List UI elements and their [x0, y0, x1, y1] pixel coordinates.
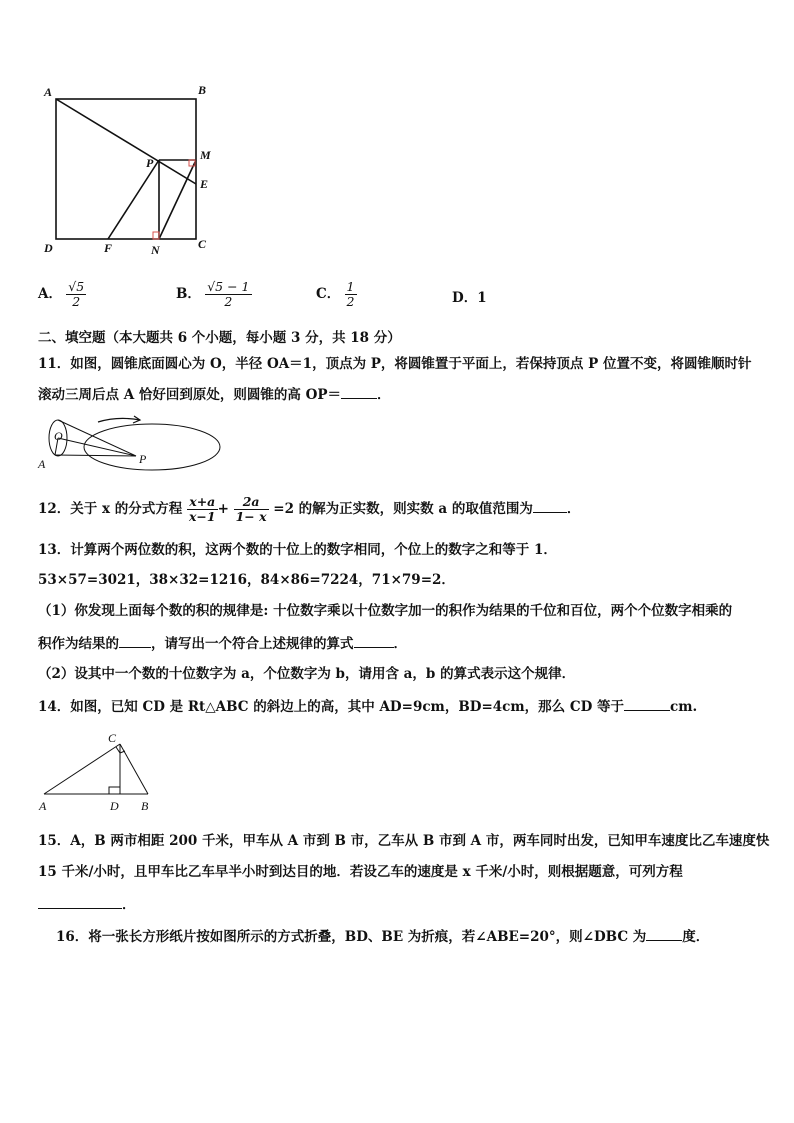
label-d: D — [110, 799, 119, 813]
label-m: M — [200, 148, 211, 162]
label-b: B — [198, 83, 207, 97]
option-c: C． $\frac{1}{2}$ — [316, 279, 355, 309]
cone-figure — [36, 412, 236, 476]
q12-fraction-1: $\frac{x+a}{x-1}$ — [188, 494, 216, 524]
q13-line3: （1）你发现上面每个数的积的规律是: 十位数字乘以十位数字加一的积作为结果的千位和百位，两个个位数字相乘的 — [38, 603, 733, 619]
q12-fraction-2: $\frac{2a}{1- x}$ — [235, 494, 267, 524]
label-a: A — [39, 799, 47, 813]
q15-line1: 15．A，B 两市相距 200 千米，甲车从 A 市到 B 市，乙车从 B 市到 A 市，两车同时出发，已知甲车速度比乙车速度快 — [38, 833, 770, 849]
line-ae — [56, 99, 196, 184]
q13-blank-1 — [119, 634, 151, 648]
q15-answer-blank — [38, 895, 122, 909]
q11-line2: 滚动三周后点 A 恰好回到原处，则圆锥的高 OP＝ ． — [38, 387, 391, 403]
option-a: A． $\frac{√5}{2}$ — [38, 279, 85, 309]
q13-line4: 积作为结果的 ，请写出一个符合上述规律的算式 ． — [38, 636, 407, 652]
line-fp — [108, 160, 159, 239]
q14-line: 14．如图，已知 CD 是 Rt△ABC 的斜边上的高，其中 AD=9cm，BD=4cm，那么 CD 等于 cm. — [38, 699, 698, 715]
label-c: C — [108, 731, 117, 745]
q12-line: 12．关于 x 的分式方程 $\frac{x+a}{x-1}$ + $\frac{2a}{1- x}$ =2 的解为正实数，则实数 a 的取值范围为 ． — [38, 494, 581, 524]
square-figure — [36, 80, 226, 260]
q12-answer-blank — [533, 499, 567, 513]
label-a: A — [38, 457, 46, 471]
cone-edge-top — [58, 420, 136, 456]
option-b: B． $\frac{√5 - 1}{2}$ — [176, 279, 250, 309]
cone-edge-bottom — [55, 455, 136, 456]
q13-line2: 53×57=3021，38×32=1216，84×86=7224，71×79=2． — [38, 572, 455, 588]
label-b: B — [141, 799, 149, 813]
square-abcd — [56, 99, 196, 239]
label-o: O — [54, 429, 63, 443]
label-p: P — [139, 452, 147, 466]
q15-line3: ． — [38, 895, 136, 914]
right-angle-mark-d — [109, 787, 120, 794]
label-d: D — [44, 241, 53, 255]
label-f: F — [104, 241, 113, 255]
rotation-arrow — [98, 418, 140, 422]
q16-line: 16．将一张长方形纸片按如图所示的方式折叠，BD、BE 为折痕，若∠ABE=20°，则∠DBC 为 度． — [56, 929, 710, 945]
label-c: C — [198, 237, 207, 251]
label-e: E — [200, 177, 209, 191]
q11-line1: 11．如图，圆锥底面圆心为 O，半径 OA＝1，顶点为 P，将圆锥置于平面上，若保持顶点 P 位置不变，将圆锥顺时针 — [38, 356, 752, 372]
label-n: N — [151, 243, 160, 257]
q13-blank-2 — [354, 634, 394, 648]
q16-answer-blank — [646, 927, 682, 941]
section-title: 二、填空题（本大题共 6 个小题，每小题 3 分，共 18 分） — [38, 330, 401, 346]
label-p: P — [146, 156, 154, 170]
right-triangle-figure — [36, 730, 166, 816]
cone-axis-op — [58, 438, 136, 456]
label-a: A — [44, 85, 53, 99]
option-d: D．1 — [452, 290, 487, 306]
q11-answer-blank — [341, 385, 377, 399]
q15-line2: 15 千米/小时，且甲车比乙车早半小时到达目的地．若设乙车的速度是 x 千米/小时，则根据题意，可列方程 — [38, 864, 683, 880]
right-angle-mark-n — [153, 232, 159, 239]
q13-line5: （2）设其中一个数的十位数字为 a，个位数字为 b，请用含 a，b 的算式表示这个规律． — [38, 666, 576, 682]
q14-answer-blank — [624, 697, 670, 711]
rolling-path-ellipse — [84, 424, 220, 470]
q13-line1: 13．计算两个两位数的积，这两个数的十位上的数字相同，个位上的数字之和等于 1． — [38, 542, 557, 558]
